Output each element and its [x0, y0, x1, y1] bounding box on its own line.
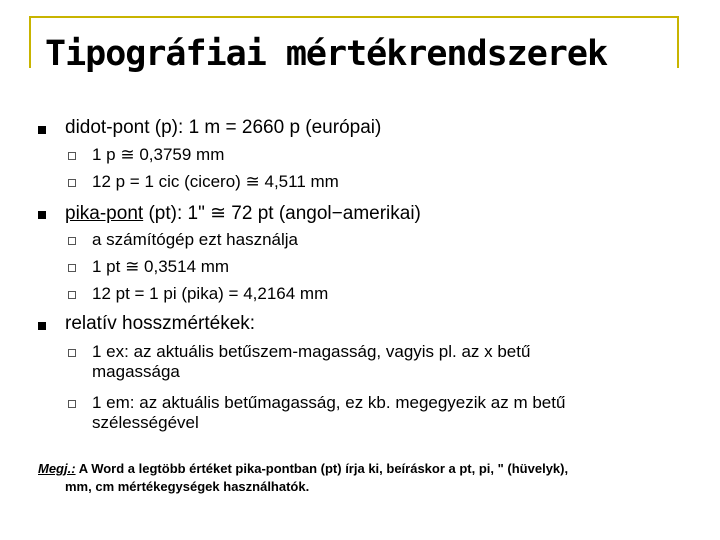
pika-pont-term: pika-pont: [65, 203, 144, 224]
list-item: 12 p = 1 cic (cicero) ≅ 4,511 mm: [92, 172, 339, 191]
section-didot: didot-pont (p): 1 m = 2660 p (európai): [65, 117, 382, 138]
bullet-square-icon: [38, 211, 46, 219]
note-text: A Word a legtöbb értéket pika-pontban (pt) írja ki, beíráskor a pt, pi, " (hüvelyk),: [75, 461, 569, 476]
title-frame-top: [29, 16, 679, 18]
sub-bullet-icon: [68, 237, 76, 245]
list-item-line: magassága: [92, 362, 180, 381]
list-item: [92, 342, 530, 382]
bullet-square-icon: [38, 126, 46, 134]
note: [38, 460, 698, 496]
bullet-square-icon: [38, 322, 46, 330]
list-item-line: 1 em: az aktuális betűmagasság, ez kb. megegyezik az m betű: [92, 393, 566, 412]
list-item-line: 1 ex: az aktuális betűszem-magasság, vagyis pl. az x betű: [92, 342, 531, 361]
section-pika: [65, 202, 421, 225]
list-item: 1 p ≅ 0,3759 mm: [92, 145, 225, 164]
list-item: 12 pt = 1 pi (pika) = 4,2164 mm: [92, 284, 329, 303]
page-title: Tipográfiai mértékrendszerek: [45, 34, 608, 74]
list-item: 1 pt ≅ 0,3514 mm: [92, 257, 230, 276]
sub-bullet-icon: [68, 264, 76, 272]
list-item: a számítógép ezt használja: [92, 230, 299, 249]
section-relative: relatív hosszmértékek:: [65, 313, 256, 334]
note-text-2: mm, cm mértékegységek használhatók.: [65, 479, 310, 494]
sub-bullet-icon: [68, 152, 76, 160]
title-frame-left: [29, 16, 31, 68]
sub-bullet-icon: [68, 349, 76, 357]
note-label: Megj.:: [38, 461, 76, 476]
list-item-line: szélességével: [92, 413, 199, 432]
list-item: [92, 393, 565, 433]
sub-bullet-icon: [68, 291, 76, 299]
title-frame-right: [677, 16, 679, 68]
sub-bullet-icon: [68, 179, 76, 187]
pika-pont-definition: (pt): 1" ≅ 72 pt (angol−amerikai): [143, 203, 421, 224]
sub-bullet-icon: [68, 400, 76, 408]
